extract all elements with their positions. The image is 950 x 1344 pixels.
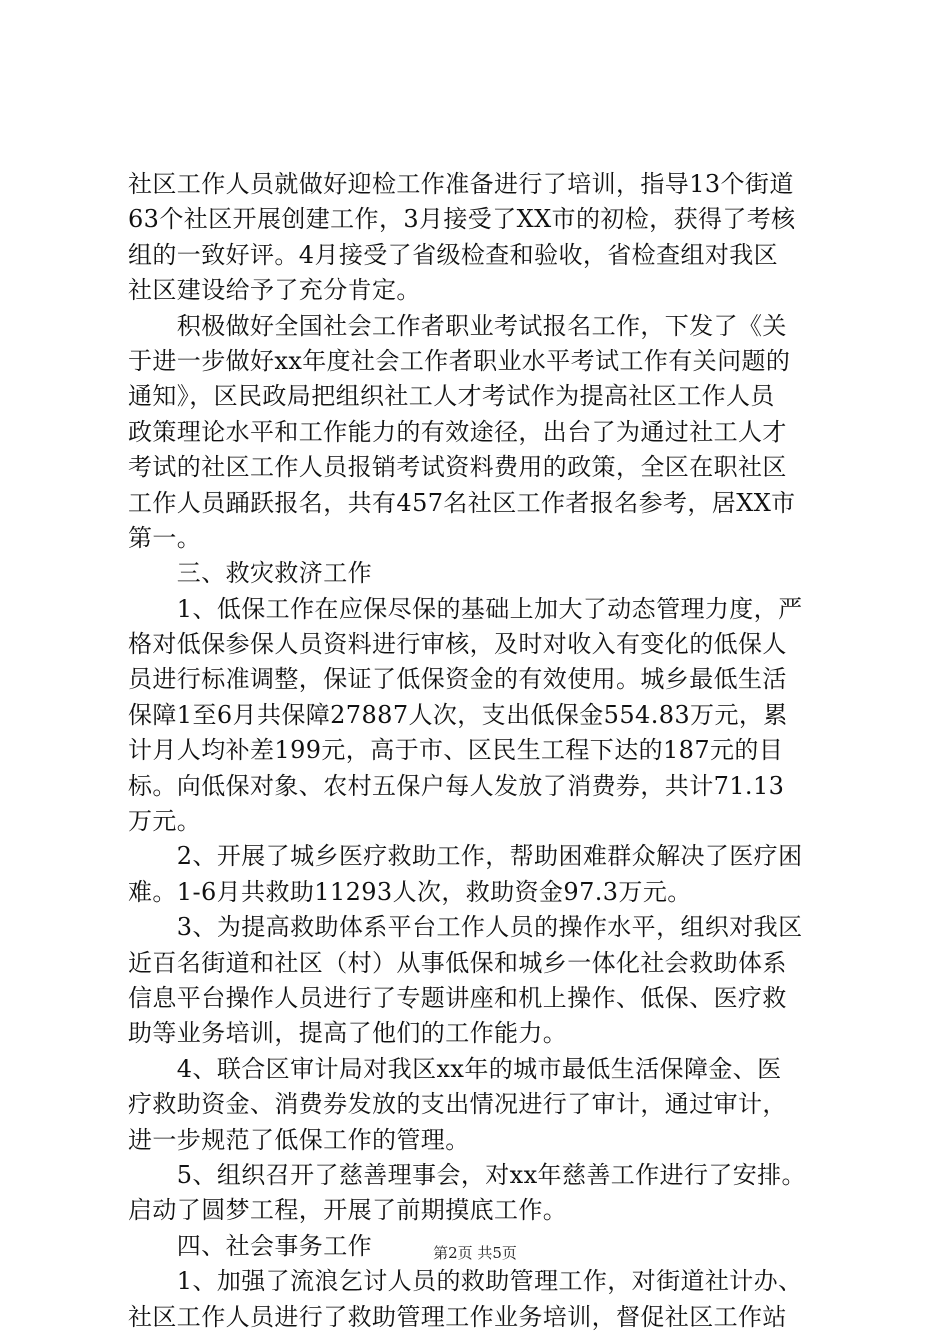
text-line: 第一。	[128, 523, 202, 552]
text-line: 员进行标准调整，保证了低保资金的有效使用。城乡最低生活	[128, 665, 787, 694]
text-line: 考试的社区工作人员报销考试资料费用的政策，全区在职社区	[128, 453, 787, 482]
section-heading: 四、社会事务工作	[128, 1231, 372, 1260]
text-line: 于进一步做好xx年度社会工作者职业水平考试工作有关问题的	[128, 346, 791, 375]
text-line: 社区工作人员就做好迎检工作准备进行了培训，指导13个街道	[128, 170, 794, 198]
text-line: 2、开展了城乡医疗救助工作，帮助困难群众解决了医疗困	[128, 842, 803, 871]
text-line: 积极做好全国社会工作者职业考试报名工作，下发了《关	[128, 311, 787, 340]
text-line: 疗救助资金、消费券发放的支出情况进行了审计，通过审计，	[128, 1090, 787, 1119]
text-line: 计月人均补差199元，高于市、区民生工程下达的187元的目	[128, 736, 784, 765]
text-line: 1、低保工作在应保尽保的基础上加大了动态管理力度，严	[128, 594, 803, 623]
text-line: 信息平台操作人员进行了专题讲座和机上操作、低保、医疗救	[128, 983, 787, 1012]
text-line: 政策理论水平和工作能力的有效途径，出台了为通过社工人才	[128, 417, 787, 446]
text-line: 启动了圆梦工程，开展了前期摸底工作。	[128, 1196, 568, 1225]
text-line: 通知》，区民政局把组织社工人才考试作为提高社区工作人员	[128, 382, 775, 411]
text-line: 1、加强了流浪乞讨人员的救助管理工作，对街道社计办、	[128, 1267, 803, 1296]
text-line: 工作人员踊跃报名，共有457名社区工作者报名参考，居XX市	[128, 488, 796, 517]
text-line: 助等业务培训，提高了他们的工作能力。	[128, 1019, 568, 1048]
text-line: 组的一致好评。4月接受了省级检查和验收，省检查组对我区	[128, 240, 779, 269]
text-line: 标。向低保对象、农村五保户每人发放了消费券，共计71.13	[128, 771, 785, 800]
page-number-footer: 第2页 共5页	[433, 1244, 517, 1262]
text-line: 63个社区开展创建工作，3月接受了XX市的初检，获得了考核	[128, 205, 796, 234]
document-body	[128, 167, 828, 1335]
text-line: 社区建设给予了充分肯定。	[128, 276, 421, 305]
text-line: 难。1-6月共救助11293人次，救助资金97.3万元。	[128, 877, 692, 906]
text-line: 社区工作人员进行了救助管理工作业务培训，督促社区工作站	[128, 1302, 787, 1331]
text-line: 5、组织召开了慈善理事会，对xx年慈善工作进行了安排。	[128, 1160, 806, 1189]
text-line: 保障1至6月共保障27887人次，支出低保金554.83万元，累	[128, 700, 788, 729]
text-line: 4、联合区审计局对我区xx年的城市最低生活保障金、医	[128, 1054, 782, 1083]
text-line: 进一步规范了低保工作的管理。	[128, 1125, 470, 1154]
text-line: 万元。	[128, 807, 202, 836]
text-line: 近百名街道和社区（村）从事低保和城乡一体化社会救助体系	[128, 948, 787, 977]
section-heading: 三、救灾救济工作	[128, 559, 372, 588]
text-line: 3、为提高救助体系平台工作人员的操作水平，组织对我区	[128, 913, 803, 942]
text-line: 格对低保参保人员资料进行审核，及时对收入有变化的低保人	[128, 630, 787, 659]
